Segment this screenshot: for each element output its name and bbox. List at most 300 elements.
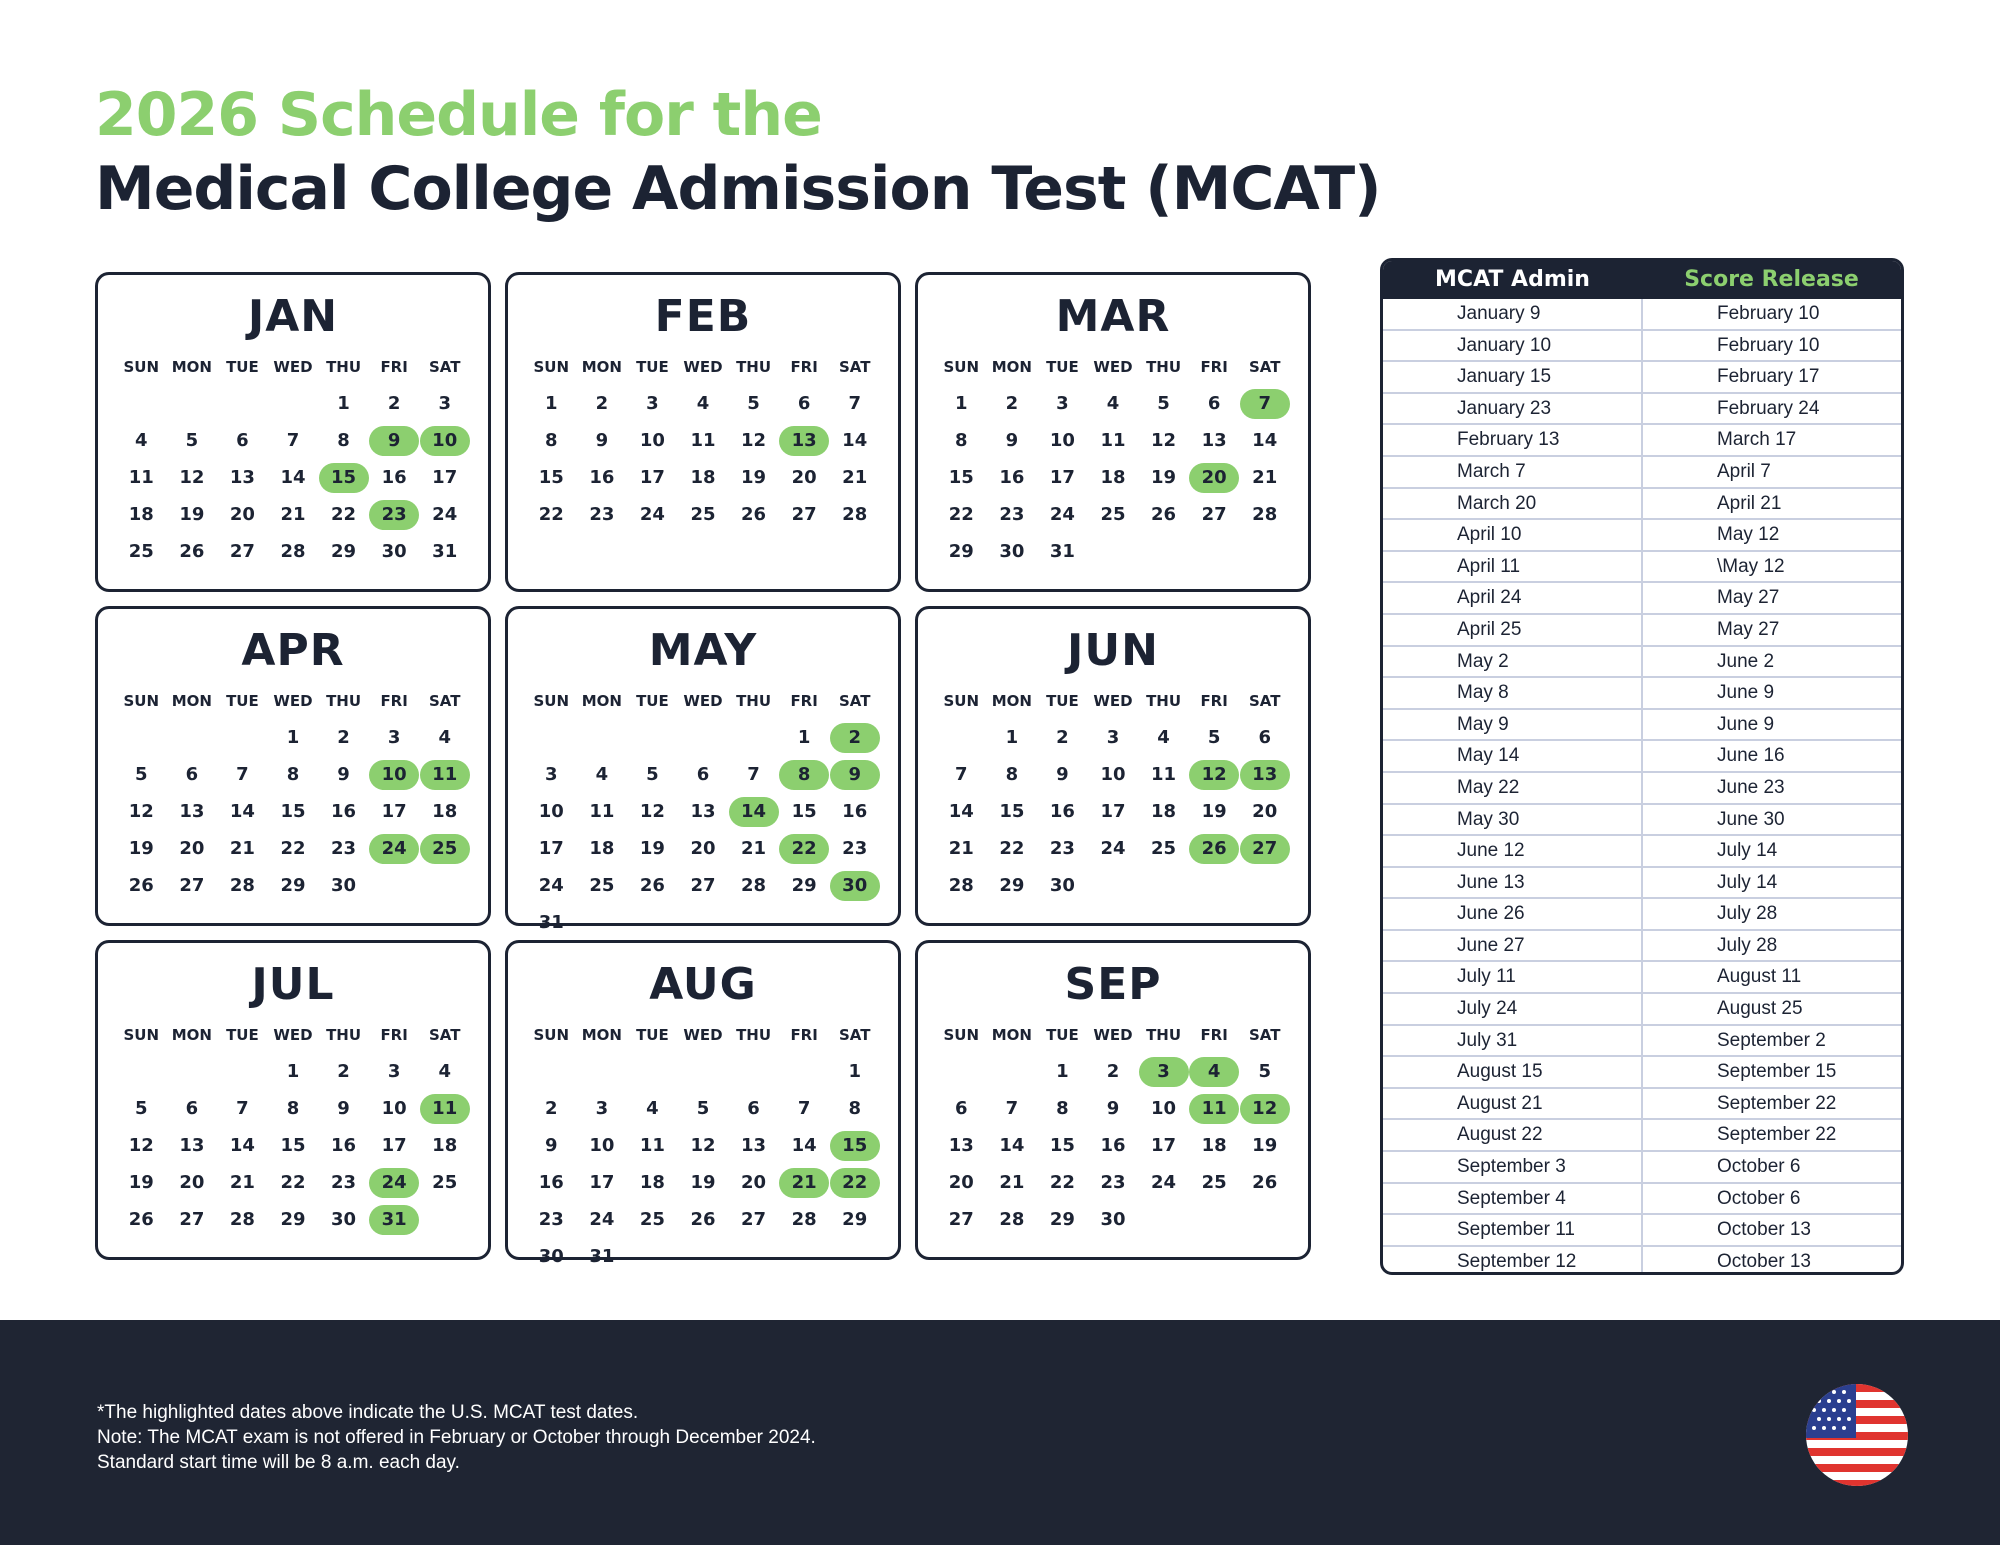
day-cell [678,1164,729,1201]
day-cell [1189,793,1240,830]
day-cell [936,496,987,533]
day-cell [829,422,880,459]
day-number: 9 [337,763,350,785]
day-number: 12 [1189,760,1239,790]
day-number: 23 [538,1208,564,1230]
release-date-cell: June 2 [1717,650,1775,672]
test-date-highlight [369,496,420,533]
table-row [1383,615,1901,647]
admin-date-cell: September 11 [1383,1215,1643,1245]
day-number: 29 [999,874,1025,896]
day-cell [577,1127,628,1164]
day-number: 18 [1151,800,1177,822]
day-cell [318,1201,369,1238]
day-cell [577,756,628,793]
day-cell [217,756,268,793]
day-number: 4 [1106,392,1120,414]
day-cell [1239,793,1290,830]
day-cell [1138,793,1189,830]
day-cell [1037,719,1088,756]
day-cell [627,793,678,830]
weekday-label: FRI [790,1026,818,1044]
admin-date-cell: July 31 [1383,1026,1643,1056]
table-row [1383,805,1901,837]
admin-date-cell: June 13 [1383,868,1643,898]
day-cell [419,793,470,830]
table-row [1383,299,1901,331]
test-date-highlight [829,719,880,756]
day-cell [217,1127,268,1164]
day-number: 17 [589,1171,615,1193]
test-date-highlight [318,459,369,496]
day-number: 3 [387,1060,401,1082]
day-cell [526,1090,577,1127]
weekday-label: SAT [1248,358,1281,376]
day-cell [1189,496,1240,533]
day-cell [987,756,1038,793]
day-cell [1037,1164,1088,1201]
day-cell [987,1090,1038,1127]
weekday-label: THU [326,358,362,376]
day-cell [1037,793,1088,830]
empty-day [728,1053,779,1090]
empty-day [167,719,218,756]
day-number: 21 [1252,466,1278,488]
day-number: 21 [842,466,868,488]
weekday-label: TUE [636,1026,669,1044]
day-number: 27 [791,503,817,525]
day-cell [526,496,577,533]
weekday-header [526,692,880,710]
day-cell [678,385,729,422]
empty-day [217,385,268,422]
empty-day [526,719,577,756]
day-cell [829,793,880,830]
day-number: 9 [545,1134,558,1156]
day-number: 29 [842,1208,868,1230]
day-number: 8 [1005,763,1019,785]
day-cell [678,459,729,496]
day-cell [936,1127,987,1164]
day-number: 17 [1100,800,1126,822]
weekday-header [936,358,1290,376]
day-number: 17 [1151,1134,1177,1156]
day-number: 25 [690,503,716,525]
weekday-label: THU [736,692,772,710]
day-cell [1189,422,1240,459]
day-cell [318,867,369,904]
day-cell [936,756,987,793]
day-cell [1037,1127,1088,1164]
weekday-header [116,358,470,376]
day-cell [987,533,1038,570]
weekday-header [116,1026,470,1044]
day-cell [829,1053,880,1090]
weekday-label: SAT [838,358,871,376]
day-cell [1088,1090,1139,1127]
release-date-cell: August 25 [1717,998,1803,1020]
day-number: 8 [545,429,558,451]
release-date-cell: September 2 [1717,1029,1826,1051]
empty-day [116,719,167,756]
release-date-cell: May 27 [1717,587,1780,609]
test-date-highlight [1189,1090,1240,1127]
day-cell [318,1164,369,1201]
day-number: 30 [999,540,1025,562]
day-cell [116,496,167,533]
weekday-label: SAT [428,358,461,376]
weekday-label: FRI [380,358,408,376]
day-number: 21 [999,1171,1025,1193]
day-number: 20 [179,837,205,859]
admin-date-cell: July 24 [1383,994,1643,1024]
admin-date-cell: June 12 [1383,836,1643,866]
day-cell [678,1127,729,1164]
test-date-highlight [369,1164,420,1201]
day-cell [627,867,678,904]
day-cell [678,1090,729,1127]
weekday-label: SUN [123,692,160,710]
day-number: 20 [791,466,817,488]
weekday-label: FRI [790,358,818,376]
weekday-label: WED [273,692,313,710]
day-number: 7 [1005,1097,1019,1119]
day-cell [829,1090,880,1127]
day-number: 6 [797,392,811,414]
day-cell [526,422,577,459]
day-number: 25 [639,1208,665,1230]
day-number: 28 [791,1208,817,1230]
day-number: 14 [1252,429,1278,451]
day-number: 10 [589,1134,615,1156]
day-cell [577,1164,628,1201]
day-number: 18 [1100,466,1126,488]
day-cell [268,1090,319,1127]
weekday-label: SAT [1248,1026,1281,1044]
table-row [1383,520,1901,552]
admin-date-cell: February 13 [1383,425,1643,455]
day-cell [779,1201,830,1238]
day-number: 17 [381,800,407,822]
day-cell [1088,459,1139,496]
test-date-highlight [1239,385,1290,422]
day-number: 3 [545,763,558,785]
day-number: 12 [1151,429,1177,451]
release-date-cell: February 17 [1717,366,1820,388]
weekday-label: SUN [123,358,160,376]
day-cell [936,533,987,570]
day-number: 25 [1100,503,1126,525]
month-name: SEP [1064,959,1162,1010]
day-number: 2 [337,726,350,748]
empty-day [936,1053,987,1090]
day-number: 14 [791,1134,817,1156]
weekday-label: FRI [1200,1026,1228,1044]
day-number: 5 [747,392,760,414]
empty-day [987,1053,1038,1090]
day-number: 22 [830,1168,880,1198]
test-date-highlight [369,422,420,459]
day-number: 7 [236,763,249,785]
us-flag-icon [1806,1384,1908,1486]
day-cell [728,867,779,904]
day-cell [526,793,577,830]
day-cell [318,793,369,830]
weekday-label: WED [1093,358,1133,376]
day-number: 21 [229,837,255,859]
day-number: 5 [646,763,659,785]
day-number: 30 [830,871,880,901]
day-number: 7 [1240,389,1290,419]
day-number: 18 [639,1171,665,1193]
day-number: 21 [779,1168,829,1198]
day-number: 3 [646,392,659,414]
day-cell [829,1201,880,1238]
day-number: 20 [179,1171,205,1193]
month-name: AUG [649,959,757,1010]
release-date-cell: September 15 [1717,1061,1837,1083]
release-date-cell: September 22 [1717,1124,1837,1146]
day-cell [987,496,1038,533]
day-number: 2 [337,1060,350,1082]
weekday-label: THU [1146,692,1182,710]
day-cell [167,830,218,867]
day-number: 15 [791,800,817,822]
day-number: 9 [1106,1097,1120,1119]
empty-day [779,1053,830,1090]
empty-day [526,1053,577,1090]
day-number: 12 [639,800,665,822]
admin-date-cell: March 7 [1383,457,1643,487]
weekday-label: SAT [838,692,871,710]
empty-day [678,719,729,756]
day-number: 14 [948,800,974,822]
release-date-cell: August 11 [1717,966,1802,988]
empty-day [268,385,319,422]
admin-date-cell: May 8 [1383,678,1643,708]
weekday-label: TUE [1046,1026,1079,1044]
day-number: 4 [696,392,710,414]
day-cell [728,459,779,496]
day-number: 24 [432,503,458,525]
weekday-label: MON [171,692,212,710]
day-cell [116,867,167,904]
day-number: 29 [791,874,817,896]
month-calendar [915,272,1311,592]
day-number: 22 [999,837,1025,859]
day-cell [1138,1127,1189,1164]
release-date-cell: April 21 [1717,492,1782,514]
day-cell [1239,422,1290,459]
day-cell [268,1201,319,1238]
day-cell [116,793,167,830]
day-number: 29 [331,540,357,562]
page-title [95,78,1381,226]
day-cell [936,830,987,867]
weekday-label: TUE [1046,358,1079,376]
day-number: 4 [1189,1057,1239,1087]
day-number: 24 [589,1208,615,1230]
day-number: 6 [696,763,710,785]
weekday-label: WED [273,1026,313,1044]
day-number: 4 [438,1060,451,1082]
day-grid [526,385,880,533]
day-number: 19 [639,837,665,859]
day-number: 29 [280,874,306,896]
day-cell [1189,385,1240,422]
weekday-label: WED [683,692,723,710]
day-cell [1138,496,1189,533]
day-cell [779,496,830,533]
release-date-cell: June 30 [1717,808,1785,830]
day-cell [627,1127,678,1164]
day-number: 18 [432,800,458,822]
calendar-grid [95,272,1311,1267]
day-cell [779,1090,830,1127]
day-number: 28 [229,1208,255,1230]
test-date-highlight [728,793,779,830]
day-number: 8 [848,1097,861,1119]
day-cell [217,1164,268,1201]
day-cell [1239,1127,1290,1164]
day-number: 26 [639,874,665,896]
day-number: 20 [741,1171,767,1193]
admin-date-cell: May 2 [1383,647,1643,677]
day-number: 11 [690,429,716,451]
day-number: 20 [690,837,716,859]
admin-date-cell: August 22 [1383,1120,1643,1150]
admin-date-cell: May 22 [1383,773,1643,803]
day-number: 26 [741,503,767,525]
day-cell [1138,756,1189,793]
day-cell [987,1127,1038,1164]
weekday-label: WED [1093,1026,1133,1044]
table-row [1383,868,1901,900]
test-date-highlight [779,830,830,867]
day-number: 15 [280,1134,306,1156]
weekday-header [936,1026,1290,1044]
weekday-label: WED [273,358,313,376]
day-cell [116,533,167,570]
day-number: 11 [420,760,470,790]
empty-day [116,385,167,422]
admin-date-cell: May 14 [1383,741,1643,771]
day-cell [728,385,779,422]
admin-date-cell: March 20 [1383,489,1643,519]
day-cell [526,385,577,422]
day-number: 2 [1106,1060,1120,1082]
release-date-cell: September 22 [1717,1092,1837,1114]
day-number: 16 [538,1171,564,1193]
day-number: 8 [337,429,350,451]
day-number: 24 [369,834,419,864]
day-number: 16 [589,466,615,488]
table-row [1383,425,1901,457]
day-cell [1037,1090,1088,1127]
release-date-cell: July 14 [1717,871,1778,893]
day-cell [936,1164,987,1201]
day-number: 21 [229,1171,255,1193]
weekday-header [526,1026,880,1044]
day-number: 11 [128,466,154,488]
day-number: 6 [185,1097,199,1119]
weekday-header [526,358,880,376]
release-date-cell: July 28 [1717,903,1778,925]
month-calendar [915,606,1311,926]
day-number: 16 [381,466,407,488]
day-number: 7 [848,392,861,414]
day-number: 10 [1049,429,1075,451]
day-cell [116,459,167,496]
day-number: 15 [830,1131,880,1161]
day-cell [987,422,1038,459]
day-cell [678,793,729,830]
day-number: 9 [830,760,880,790]
day-number: 11 [639,1134,665,1156]
weekday-label: SUN [533,358,570,376]
admin-date-cell: April 10 [1383,520,1643,550]
day-number: 22 [948,503,974,525]
day-grid [936,719,1290,904]
day-number: 27 [179,874,205,896]
day-cell [728,422,779,459]
day-number: 22 [280,837,306,859]
day-number: 25 [420,834,470,864]
day-cell [268,533,319,570]
day-cell [678,830,729,867]
day-number: 26 [128,1208,154,1230]
release-date-cell: February 10 [1717,303,1820,324]
day-cell [217,459,268,496]
table-row [1383,1089,1901,1121]
day-number: 24 [639,503,665,525]
weekday-label: THU [736,1026,772,1044]
day-number: 16 [331,1134,357,1156]
day-number: 8 [779,760,829,790]
day-cell [1037,496,1088,533]
month-calendar [95,272,491,592]
weekday-label: SUN [943,358,980,376]
day-number: 26 [1189,834,1239,864]
release-date-cell: June 9 [1717,713,1775,735]
day-number: 5 [1157,392,1170,414]
day-cell [987,867,1038,904]
day-cell [678,756,729,793]
weekday-label: SUN [533,1026,570,1044]
day-cell [268,830,319,867]
day-number: 24 [1100,837,1126,859]
day-number: 6 [1207,392,1221,414]
day-cell [627,422,678,459]
day-number: 13 [1240,760,1290,790]
day-number: 16 [1100,1134,1126,1156]
day-number: 14 [229,1134,255,1156]
table-row [1383,583,1901,615]
day-number: 22 [331,503,357,525]
table-row [1383,647,1901,679]
test-date-highlight [779,1164,830,1201]
day-cell [318,533,369,570]
day-cell [987,719,1038,756]
admin-date-cell: August 21 [1383,1089,1643,1119]
weekday-label: TUE [636,692,669,710]
day-cell [1088,1164,1139,1201]
day-number: 18 [432,1134,458,1156]
day-number: 23 [1049,837,1075,859]
day-number: 6 [185,763,199,785]
test-date-highlight [1189,830,1240,867]
weekday-label: MON [171,1026,212,1044]
